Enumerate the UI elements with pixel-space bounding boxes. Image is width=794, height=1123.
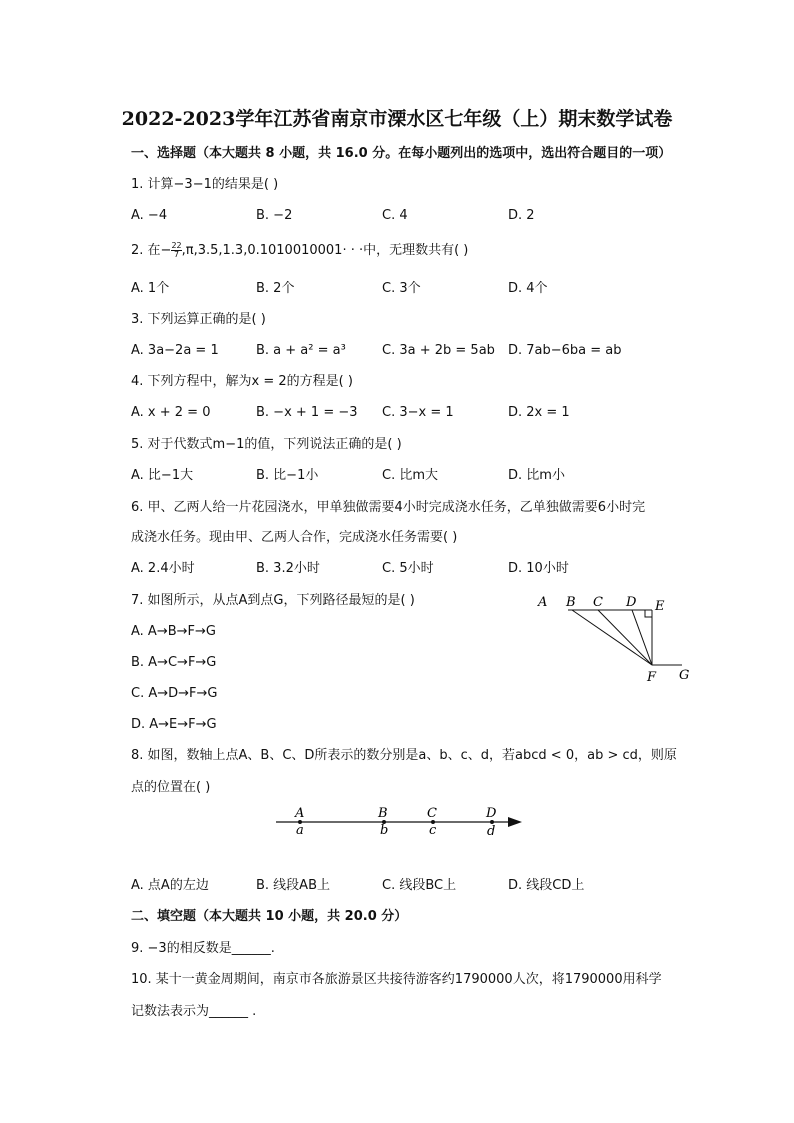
axis-arrow-icon	[508, 817, 522, 827]
q2-option-b: B. 2个	[256, 281, 295, 296]
question-10-stem-line2: 记数法表示为______ .	[131, 1004, 257, 1019]
right-angle-mark	[645, 610, 652, 617]
question-8-stem-line1: 8. 如图，数轴上点A、B、C、D所表示的数分别是a、b、c、d，若abcd < 0，ab > cd，则原	[131, 748, 677, 763]
label-A: A	[538, 595, 548, 610]
q2-option-a: A. 1个	[131, 281, 170, 296]
q4-option-b: B. −x + 1 = −3	[256, 405, 358, 420]
q6-option-a: A. 2.4小时	[131, 561, 195, 576]
label-value-d: d	[487, 824, 496, 839]
q7-option-a: A. A→B→F→G	[131, 624, 216, 639]
label-point-B: B	[378, 806, 388, 821]
line-DF	[632, 610, 652, 665]
q6-option-d: D. 10小时	[508, 561, 569, 576]
section-choice-heading: 一、选择题（本大题共 8 小题，共 16.0 分。在每小题列出的选项中，选出符合题目的一项）	[131, 146, 672, 161]
label-value-c: c	[429, 823, 437, 838]
q2-stem-prefix: 2. 在−	[131, 243, 172, 258]
question-4-stem: 4. 下列方程中，解为x = 2的方程是( )	[131, 374, 353, 389]
fraction-22-7	[171, 242, 181, 259]
q8-option-a: A. 点A的左边	[131, 878, 209, 893]
q6-option-b: B. 3.2小时	[256, 561, 320, 576]
label-D: D	[626, 595, 637, 610]
q8-option-b: B. 线段AB上	[256, 878, 330, 893]
q4-option-c: C. 3−x = 1	[382, 405, 454, 420]
label-F: F	[647, 670, 657, 685]
q1-option-b: B. −2	[256, 208, 293, 223]
question-7-stem: 7. 如图所示，从点A到点G，下列路径最短的是( )	[131, 593, 415, 608]
q4-option-a: A. x + 2 = 0	[131, 405, 211, 420]
line-BF	[572, 610, 652, 665]
question-3-stem: 3. 下列运算正确的是( )	[131, 312, 266, 327]
q1-option-d: D. 2	[508, 208, 535, 223]
label-point-C: C	[427, 806, 437, 821]
label-point-D: D	[486, 806, 497, 821]
question-9-stem: 9. −3的相反数是______.	[131, 941, 275, 956]
q2-stem-suffix: ,π,3.5,1.3,0.1010010001· · ·中，无理数共有( )	[181, 243, 469, 258]
q7-option-b: B. A→C→F→G	[131, 655, 217, 670]
q8-option-d: D. 线段CD上	[508, 878, 585, 893]
q3-option-d: D. 7ab−6ba = ab	[508, 343, 622, 358]
question-8-stem-line2: 点的位置在( )	[131, 780, 211, 795]
q5-option-a: A. 比−1大	[131, 468, 194, 483]
q5-option-b: B. 比−1小	[256, 468, 319, 483]
q7-option-d: D. A→E→F→G	[131, 717, 217, 732]
line-CF	[598, 610, 652, 665]
question-2-stem	[131, 242, 468, 259]
q8-option-c: C. 线段BC上	[382, 878, 457, 893]
number-line-figure	[270, 800, 530, 840]
label-value-a: a	[296, 823, 304, 838]
label-B: B	[566, 595, 576, 610]
q6-option-c: C. 5小时	[382, 561, 434, 576]
section-fill-heading: 二、填空题（本大题共 10 小题，共 20.0 分）	[131, 909, 408, 924]
q5-option-c: C. 比m大	[382, 468, 439, 483]
question-10-stem-line1: 10. 某十一黄金周期间，南京市各旅游景区共接待游客约1790000人次，将1790000用科学	[131, 972, 662, 987]
q2-option-d: D. 4个	[508, 281, 548, 296]
q2-option-c: C. 3个	[382, 281, 421, 296]
label-point-A: A	[295, 806, 305, 821]
question-5-stem: 5. 对于代数式m−1的值，下列说法正确的是( )	[131, 437, 402, 452]
q3-option-a: A. 3a−2a = 1	[131, 343, 219, 358]
q4-option-d: D. 2x = 1	[508, 405, 570, 420]
q1-option-a: A. −4	[131, 208, 168, 223]
label-value-b: b	[380, 823, 389, 838]
q3-option-c: C. 3a + 2b = 5ab	[382, 343, 495, 358]
question-1-stem: 1. 计算−3−1的结果是( )	[131, 177, 279, 192]
exam-title: 2022-2023学年江苏省南京市溧水区七年级（上）期末数学试卷	[121, 108, 673, 130]
q1-option-c: C. 4	[382, 208, 408, 223]
q7-option-c: C. A→D→F→G	[131, 686, 218, 701]
label-G: G	[679, 668, 690, 683]
label-C: C	[593, 595, 603, 610]
path-figure	[530, 590, 700, 690]
q3-option-b: B. a + a² = a³	[256, 343, 346, 358]
question-6-stem-line2: 成浇水任务。现由甲、乙两人合作，完成浇水任务需要( )	[131, 530, 458, 545]
fraction-numerator: 22	[171, 241, 182, 250]
label-E: E	[655, 599, 665, 614]
fraction-denominator: 7	[173, 250, 180, 259]
q5-option-d: D. 比m小	[508, 468, 565, 483]
question-6-stem-line1: 6. 甲、乙两人给一片花园浇水，甲单独做需要4小时完成浇水任务，乙单独做需要6小时完	[131, 500, 646, 515]
